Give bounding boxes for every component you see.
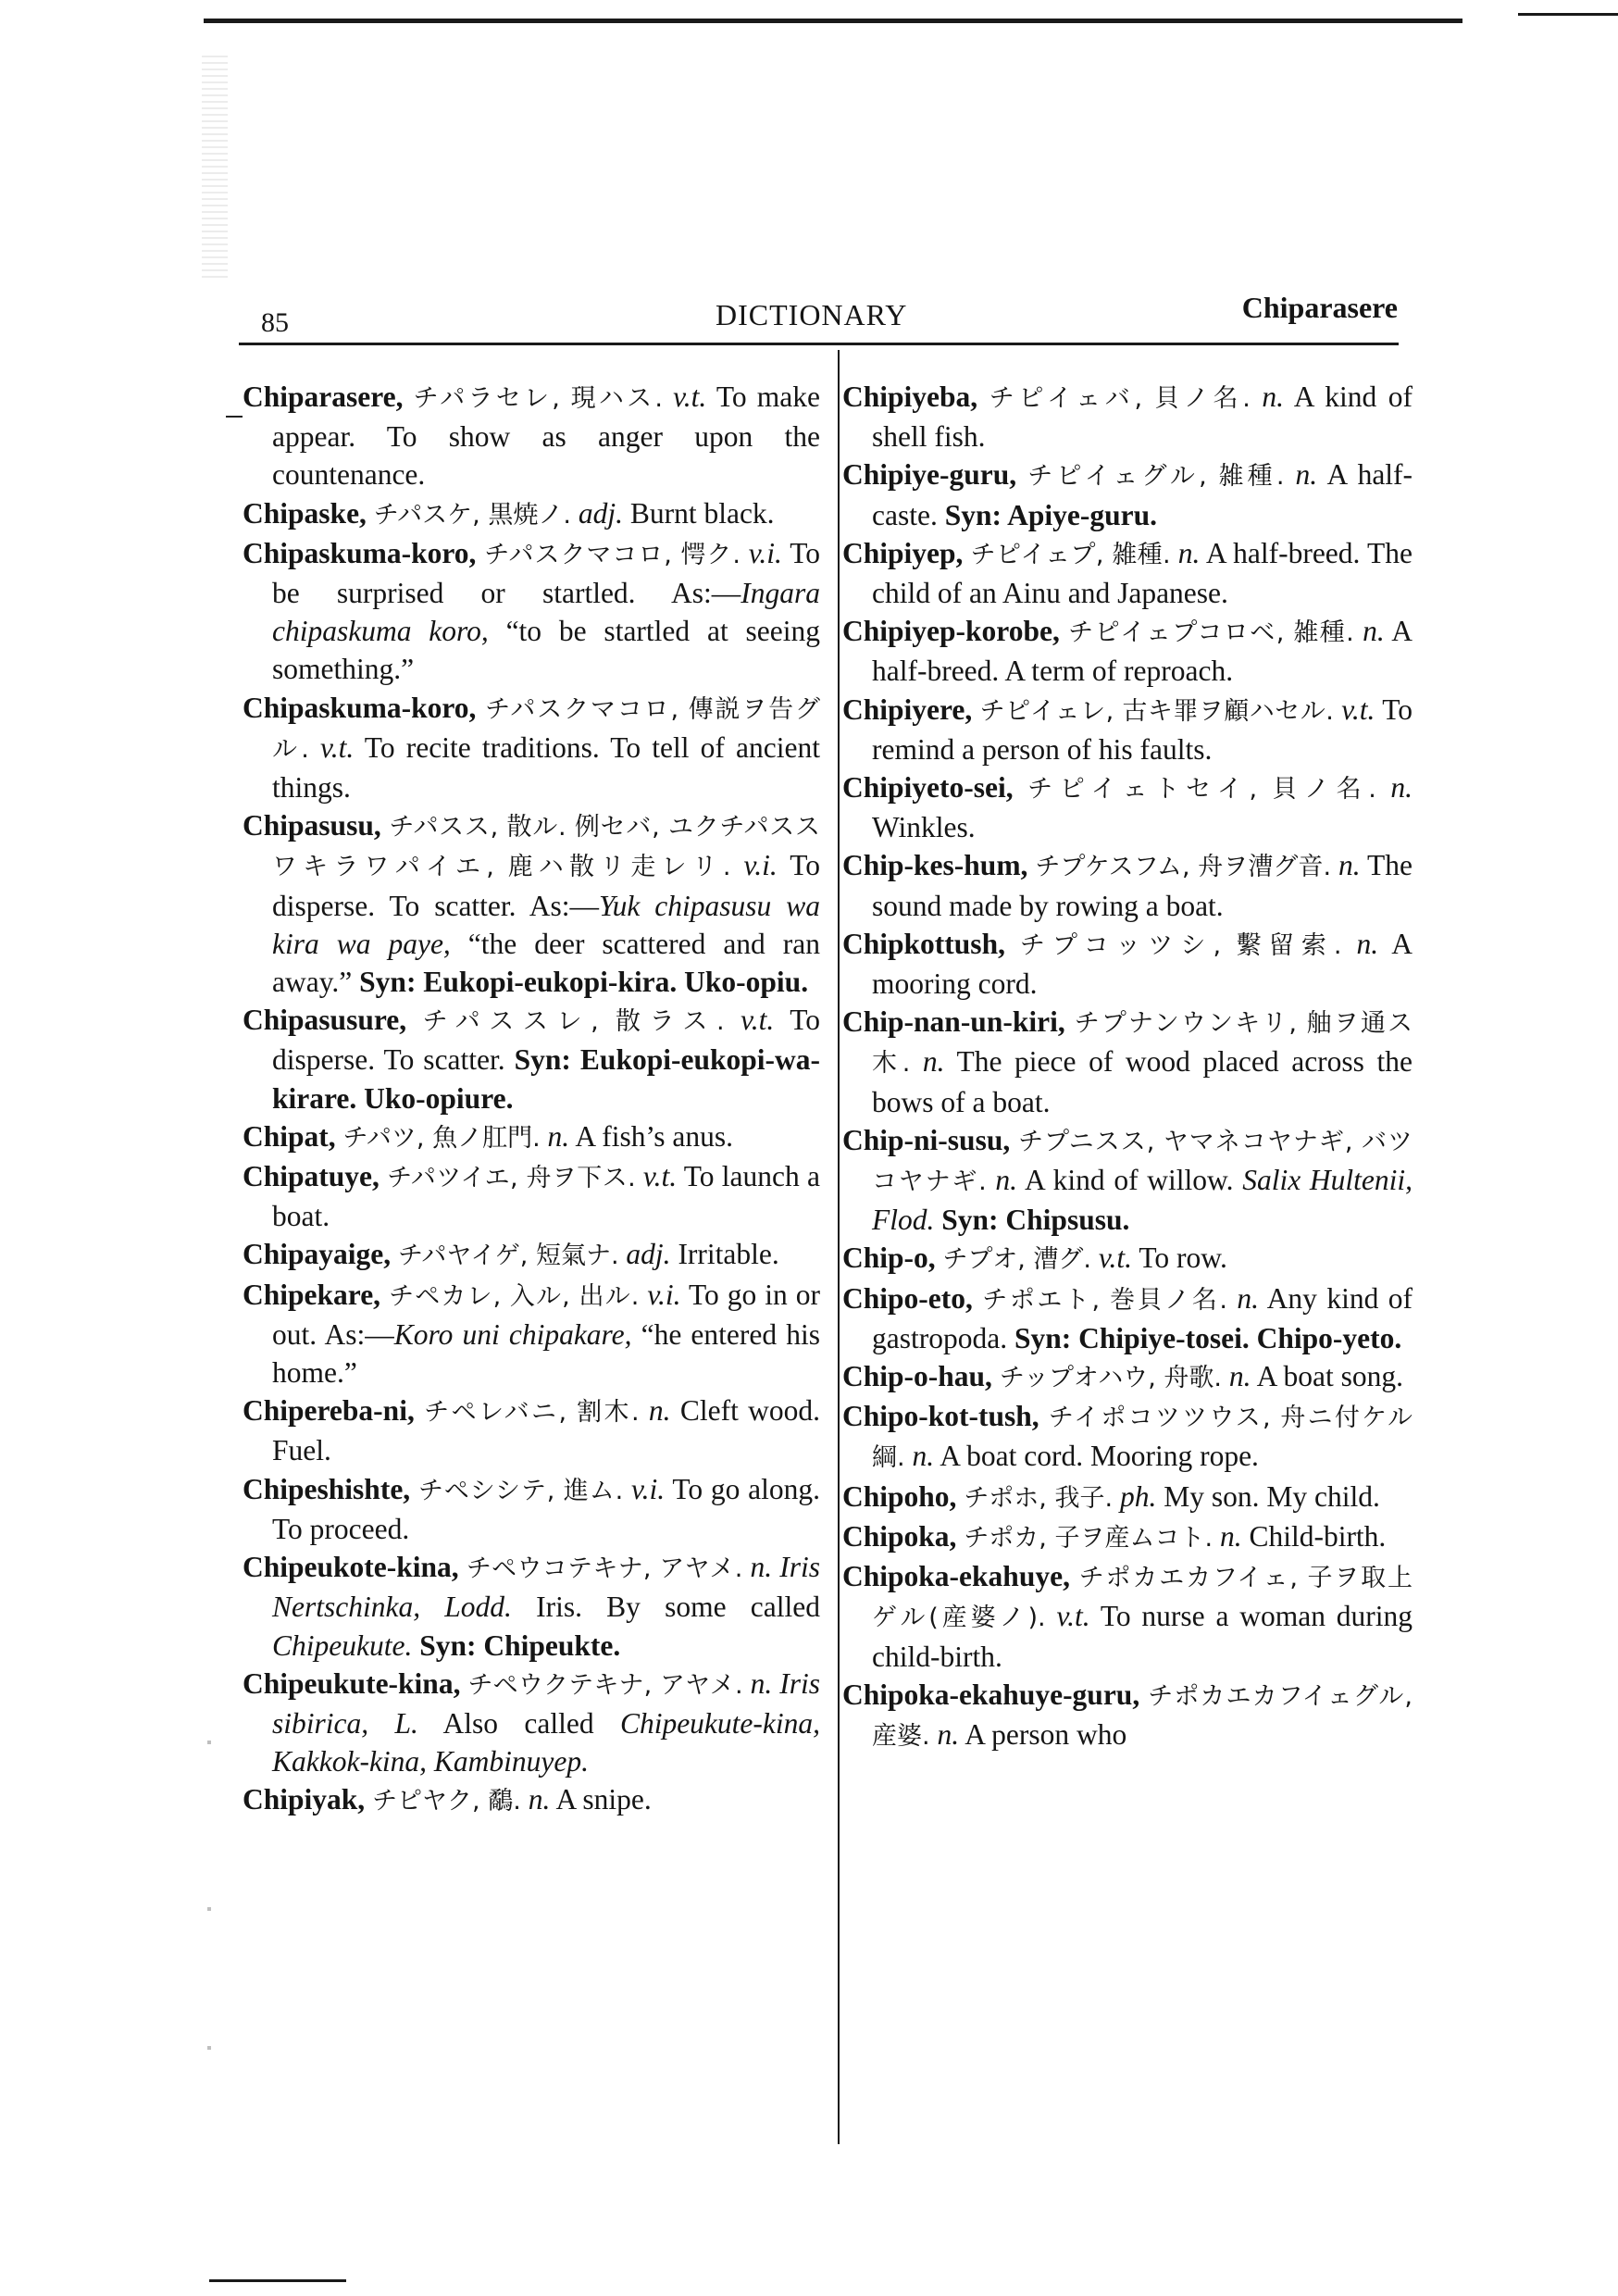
entry-gloss: “the deer scattered and ran away.” <box>272 927 821 999</box>
entry-headword: Chipo-kot-tush, <box>842 1400 1039 1433</box>
entry-headword: Chipayaige, <box>243 1238 392 1271</box>
entry-part-of-speech: ph. <box>1119 1479 1157 1513</box>
entry-japanese: チプケスフム, 舟ヲ漕グ音. <box>1035 853 1332 882</box>
dictionary-entry <box>842 1676 1413 1755</box>
entry-part-of-speech: v.i. <box>748 536 782 569</box>
entry-japanese: チパツ, 魚ノ肛門. <box>342 1123 541 1153</box>
entry-example: Iris Nertschinka, Lodd. <box>272 1551 821 1624</box>
entry-headword: Chipoka-ekahuye, <box>842 1560 1070 1593</box>
entry-example: Ingara chipaskuma koro, <box>272 577 820 648</box>
entry-japanese: チパスス, 散ル. 例セバ, ユクチパススワキラワパイエ, 鹿ハ散リ走レリ. <box>272 813 820 882</box>
entry-part-of-speech: n. <box>1177 536 1201 569</box>
dictionary-entry <box>243 1470 820 1548</box>
entry-japanese: チピヤク, 鷸. <box>372 1787 521 1816</box>
entry-headword: Chipereba-ni, <box>243 1394 415 1428</box>
entry-headword: Chipaske, <box>243 496 367 530</box>
header-rule <box>239 343 1399 345</box>
entry-part-of-speech: n. <box>912 1440 935 1473</box>
entry-definition: To recite traditions. To tell of ancient things. <box>272 730 820 805</box>
entry-headword: Chipeukute-kina, <box>243 1666 461 1700</box>
entry-japanese: チポカエカフイェグル, 産婆. <box>872 1681 1413 1751</box>
dictionary-entry <box>243 1780 820 1820</box>
entry-part-of-speech: adj. <box>578 496 623 530</box>
entry-part-of-speech: n. <box>528 1783 551 1816</box>
entry-japanese: チペカレ, 入ル, 出ル. <box>389 1281 640 1311</box>
entry-part-of-speech: n. <box>1338 849 1361 882</box>
entry-gloss: “he entered his home.” <box>272 1317 820 1390</box>
dictionary-entry <box>243 494 820 534</box>
entry-headword: Chipiyere, <box>842 693 973 726</box>
entry-definition: To be surprised or startled. As:— <box>272 536 820 610</box>
entry-gloss: Also called <box>417 1706 620 1740</box>
entry-japanese: チパスケ, 黒焼ノ. <box>373 500 571 530</box>
entry-headword: Chiparasere, <box>243 381 404 413</box>
entry-headword: Chip-o, <box>842 1242 936 1275</box>
entry-headword: Chipoho, <box>842 1479 957 1513</box>
entry-definition: To launch a boat. <box>272 1160 821 1233</box>
dictionary-entry <box>842 534 1413 612</box>
entry-gloss: Iris. By some called <box>511 1591 820 1624</box>
entry-headword: Chipatuye, <box>243 1160 380 1193</box>
dictionary-entry <box>842 1279 1413 1357</box>
entry-example: Salix Hultenii, Flod. <box>872 1164 1413 1237</box>
entry-japanese: チペシシテ, 進ム. <box>417 1476 624 1505</box>
entry-headword: Chipaskuma-koro, <box>243 536 477 569</box>
entry-example: Chipeukute. <box>272 1628 413 1662</box>
entry-part-of-speech: n. <box>1390 771 1413 805</box>
dictionary-entry <box>842 1357 1413 1397</box>
entry-headword: Chipat, <box>243 1119 336 1153</box>
dictionary-entry <box>243 1117 820 1157</box>
entry-japanese: チピイェトセイ, 貝ノ名. <box>1027 775 1376 805</box>
entry-headword: Chip-kes-hum, <box>842 849 1028 882</box>
dictionary-entry <box>842 1517 1413 1557</box>
entry-synonym: Syn: Chipiye-tosei. Chipo-yeto. <box>1014 1321 1402 1354</box>
entry-japanese: チポカ, 子ヲ産ムコト. <box>964 1523 1214 1553</box>
entry-headword: Chipeukote-kina, <box>243 1551 459 1584</box>
dictionary-entry <box>842 1397 1413 1477</box>
entry-definition: A kind of willow. <box>1024 1164 1243 1197</box>
dictionary-entry <box>243 1157 820 1235</box>
entry-headword: Chipiyep-korobe, <box>842 615 1060 648</box>
entry-definition: A snipe. <box>555 1783 652 1816</box>
scan-noise <box>202 56 228 278</box>
entry-part-of-speech: n. <box>937 1717 960 1751</box>
dictionary-entry <box>842 768 1413 846</box>
entry-japanese: チピイェプ, 雑種. <box>970 540 1171 569</box>
entry-japanese: チペウコテキナ, アヤメ. <box>466 1554 743 1584</box>
scan-speck <box>207 2046 211 2050</box>
entry-japanese: チピイェレ, 古キ罪ヲ顧ハセル. <box>979 696 1334 726</box>
entry-example: Chipeukute-kina, Kakkok-kina, Kambinuyep. <box>272 1706 820 1778</box>
entry-definition: To go in or out. As:— <box>272 1278 821 1351</box>
entry-japanese: チパラセレ, 現ハス. <box>413 384 664 413</box>
entry-part-of-speech: n. <box>995 1164 1018 1197</box>
entry-japanese: チピイェプコロベ, 雑種. <box>1068 618 1354 648</box>
entry-part-of-speech: v.t. <box>1098 1242 1133 1275</box>
dictionary-entry <box>842 1478 1413 1517</box>
entry-part-of-speech: v.i. <box>630 1472 666 1505</box>
entry-definition: To row. <box>1139 1242 1227 1275</box>
entry-definition: To nurse a woman during child-birth. <box>872 1600 1413 1673</box>
guide-word: Chiparasere <box>1241 291 1398 324</box>
entry-headword: Chipkottush, <box>842 927 1005 960</box>
entry-part-of-speech: v.t. <box>1056 1600 1090 1633</box>
entry-japanese: チプナンウンキリ, 舳ヲ通ス木. <box>872 1009 1413 1079</box>
entry-definition: Any kind of gastropoda. <box>872 1281 1413 1354</box>
dictionary-entry <box>842 1557 1413 1676</box>
entry-headword: Chipiye-guru, <box>842 458 1017 492</box>
entry-japanese: チパツイエ, 舟ヲ下ス. <box>387 1164 636 1193</box>
entry-part-of-speech: n. <box>1219 1519 1242 1553</box>
entry-headword: Chipaskuma-koro, <box>243 691 477 724</box>
entry-part-of-speech: n. <box>1262 381 1284 413</box>
dictionary-entry <box>842 925 1413 1003</box>
entry-definition: A fish’s anus. <box>575 1119 733 1153</box>
scan-speck <box>207 1741 211 1744</box>
entry-headword: Chipasusu, <box>243 809 381 842</box>
dictionary-entry <box>842 846 1413 924</box>
bottom-rule <box>209 2279 346 2282</box>
entry-definition: A boat cord. Mooring rope. <box>940 1440 1259 1473</box>
dictionary-entry <box>243 1276 820 1392</box>
entry-part-of-speech: v.t. <box>320 730 355 764</box>
entry-headword: Chipekare, <box>243 1278 381 1311</box>
entry-definition: A half-breed. The child of an Ainu and Japanese. <box>872 536 1413 610</box>
entry-definition: To remind a person of his faults. <box>872 693 1413 766</box>
entry-japanese: チポカエカフイェ, 子ヲ取上ゲル(産婆ノ). <box>872 1564 1413 1633</box>
entry-definition: To make appear. To show as anger upon the countenance. <box>272 381 820 492</box>
entry-japanese: チプニスス, ヤマネコヤナギ, バツコヤナギ. <box>872 1127 1413 1197</box>
entry-japanese: チパスクマコロ, 愕ク. <box>484 540 741 569</box>
dictionary-entry <box>243 689 820 807</box>
dictionary-entry <box>842 1003 1413 1121</box>
entry-synonym: Syn: Chipsusu. <box>934 1204 1130 1237</box>
entry-japanese: チプオ, 漕グ. <box>942 1245 1092 1275</box>
dictionary-entry <box>842 612 1413 690</box>
entry-part-of-speech: v.t. <box>1341 693 1375 726</box>
entry-example: Koro uni chipakare, <box>393 1317 632 1351</box>
entry-japanese: チペレバニ, 割木. <box>424 1398 640 1428</box>
entry-japanese: チペウクテキナ, アヤメ. <box>467 1670 743 1700</box>
entry-headword: Chipiyak, <box>243 1783 366 1816</box>
dictionary-entry <box>243 1001 820 1117</box>
entry-japanese: チパヤイゲ, 短氣ナ. <box>398 1242 619 1271</box>
scan-speck <box>207 1907 211 1911</box>
entry-japanese: チイポコツツウス, 舟ニ付ケル綱. <box>872 1404 1413 1473</box>
entry-japanese: チポエト, 巻貝ノ名. <box>982 1285 1227 1315</box>
entry-part-of-speech: n. <box>922 1045 945 1079</box>
entry-definition: Irritable. <box>678 1238 779 1271</box>
entry-headword: Chip-ni-susu, <box>842 1123 1011 1156</box>
running-title: DICTIONARY <box>716 298 908 331</box>
dictionary-entry <box>243 1665 820 1781</box>
entry-part-of-speech: n. <box>547 1119 570 1153</box>
entry-definition: The piece of wood placed across the bows of a boat. <box>872 1045 1413 1118</box>
entry-definition: A mooring cord. <box>872 927 1413 1001</box>
entry-example: Yuk chipasusu wa kira wa paye, <box>272 889 820 960</box>
dictionary-entry <box>842 455 1413 533</box>
entry-part-of-speech: n. <box>1356 927 1379 960</box>
entry-part-of-speech: v.t. <box>741 1004 775 1037</box>
dictionary-entry <box>842 378 1413 455</box>
entry-part-of-speech: adj. <box>626 1238 671 1271</box>
top-rule-fragment <box>1518 13 1618 16</box>
entry-gloss: “to be startled at seeing something.” <box>272 615 821 686</box>
entry-japanese: チピイェバ, 貝ノ名. <box>989 384 1251 413</box>
entry-example: Iris sibirica, L. <box>272 1666 821 1740</box>
dictionary-entry <box>243 806 820 1001</box>
entry-definition: Child-birth. <box>1249 1519 1387 1553</box>
entry-definition: The sound made by rowing a boat. <box>872 849 1413 922</box>
entry-synonym: Syn: Eukopi-eukopi-wa-kirare. Uko-opiure. <box>272 1043 820 1115</box>
entry-definition: A half-breed. A term of reproach. <box>872 615 1413 688</box>
entry-japanese: チプコッツシ, 繫留索. <box>1019 930 1342 960</box>
entry-part-of-speech: n. <box>648 1394 671 1428</box>
entry-part-of-speech: n. <box>1228 1360 1251 1393</box>
entry-definition: Burnt black. <box>629 496 775 530</box>
dictionary-entry <box>243 1235 820 1275</box>
entry-headword: Chipiyeba, <box>842 381 978 413</box>
entry-definition: Winkles. <box>872 811 976 844</box>
entry-part-of-speech: n. <box>1295 458 1318 492</box>
entry-synonym: Syn: Eukopi-eukopi-kira. Uko-opiu. <box>359 966 809 999</box>
dictionary-entry <box>842 1121 1413 1240</box>
entry-japanese: チップオハウ, 舟歌. <box>999 1364 1222 1393</box>
entry-definition: A person who <box>965 1717 1127 1751</box>
entry-definition: To disperse. To scatter. <box>272 1004 821 1077</box>
entry-japanese: チパススレ, 散ラス. <box>422 1007 725 1037</box>
dictionary-entry <box>842 691 1413 768</box>
entry-definition: Cleft wood. Fuel. <box>272 1394 821 1467</box>
entry-part-of-speech: v.i. <box>743 849 778 882</box>
entry-japanese: チポホ, 我子. <box>964 1483 1114 1513</box>
entry-definition: To disperse. To scatter. As:— <box>272 849 820 922</box>
right-column <box>842 378 1413 1755</box>
page-number: 85 <box>261 307 289 338</box>
entry-headword: Chipiyep, <box>842 536 964 569</box>
left-column <box>243 378 820 1821</box>
entry-part-of-speech: n. <box>750 1551 773 1584</box>
top-rule <box>204 19 1462 23</box>
entry-definition: My son. My child. <box>1164 1479 1380 1513</box>
dictionary-entry <box>243 378 820 494</box>
margin-mark <box>226 416 243 418</box>
entry-japanese: チピイェグル, 雑種. <box>1027 462 1285 492</box>
entry-headword: Chipo-eto, <box>842 1281 973 1315</box>
entry-headword: Chipeshishte, <box>243 1472 411 1505</box>
dictionary-entry <box>243 534 820 689</box>
entry-part-of-speech: n. <box>1237 1281 1259 1315</box>
dictionary-entry <box>243 1548 820 1665</box>
dictionary-entry <box>842 1239 1413 1279</box>
entry-definition: A boat song. <box>1256 1360 1403 1393</box>
entry-japanese: チパスクマコロ, 傳説ヲ告グル. <box>272 694 821 764</box>
column-divider <box>838 350 840 2144</box>
entry-definition: A half-caste. <box>872 458 1413 531</box>
entry-definition: A kind of shell fish. <box>872 381 1413 454</box>
entry-headword: Chipoka-ekahuye-guru, <box>842 1678 1140 1711</box>
dictionary-entry <box>243 1391 820 1469</box>
entry-headword: Chipiyeto-sei, <box>842 771 1014 805</box>
entry-headword: Chipoka, <box>842 1519 957 1553</box>
page-header <box>241 287 1398 343</box>
entry-headword: Chip-o-hau, <box>842 1360 992 1393</box>
entry-part-of-speech: v.t. <box>642 1160 678 1193</box>
entry-part-of-speech: n. <box>750 1666 773 1700</box>
entry-synonym: Syn: Apiye-guru. <box>944 498 1158 531</box>
entry-part-of-speech: v.t. <box>673 381 707 413</box>
entry-headword: Chip-nan-un-kiri, <box>842 1005 1065 1039</box>
entry-part-of-speech: v.i. <box>647 1278 681 1311</box>
entry-headword: Chipasusure, <box>243 1004 407 1037</box>
entry-synonym: Syn: Chipeukte. <box>412 1628 621 1662</box>
entry-definition: To go along. To proceed. <box>272 1472 821 1545</box>
entry-part-of-speech: n. <box>1363 615 1385 648</box>
